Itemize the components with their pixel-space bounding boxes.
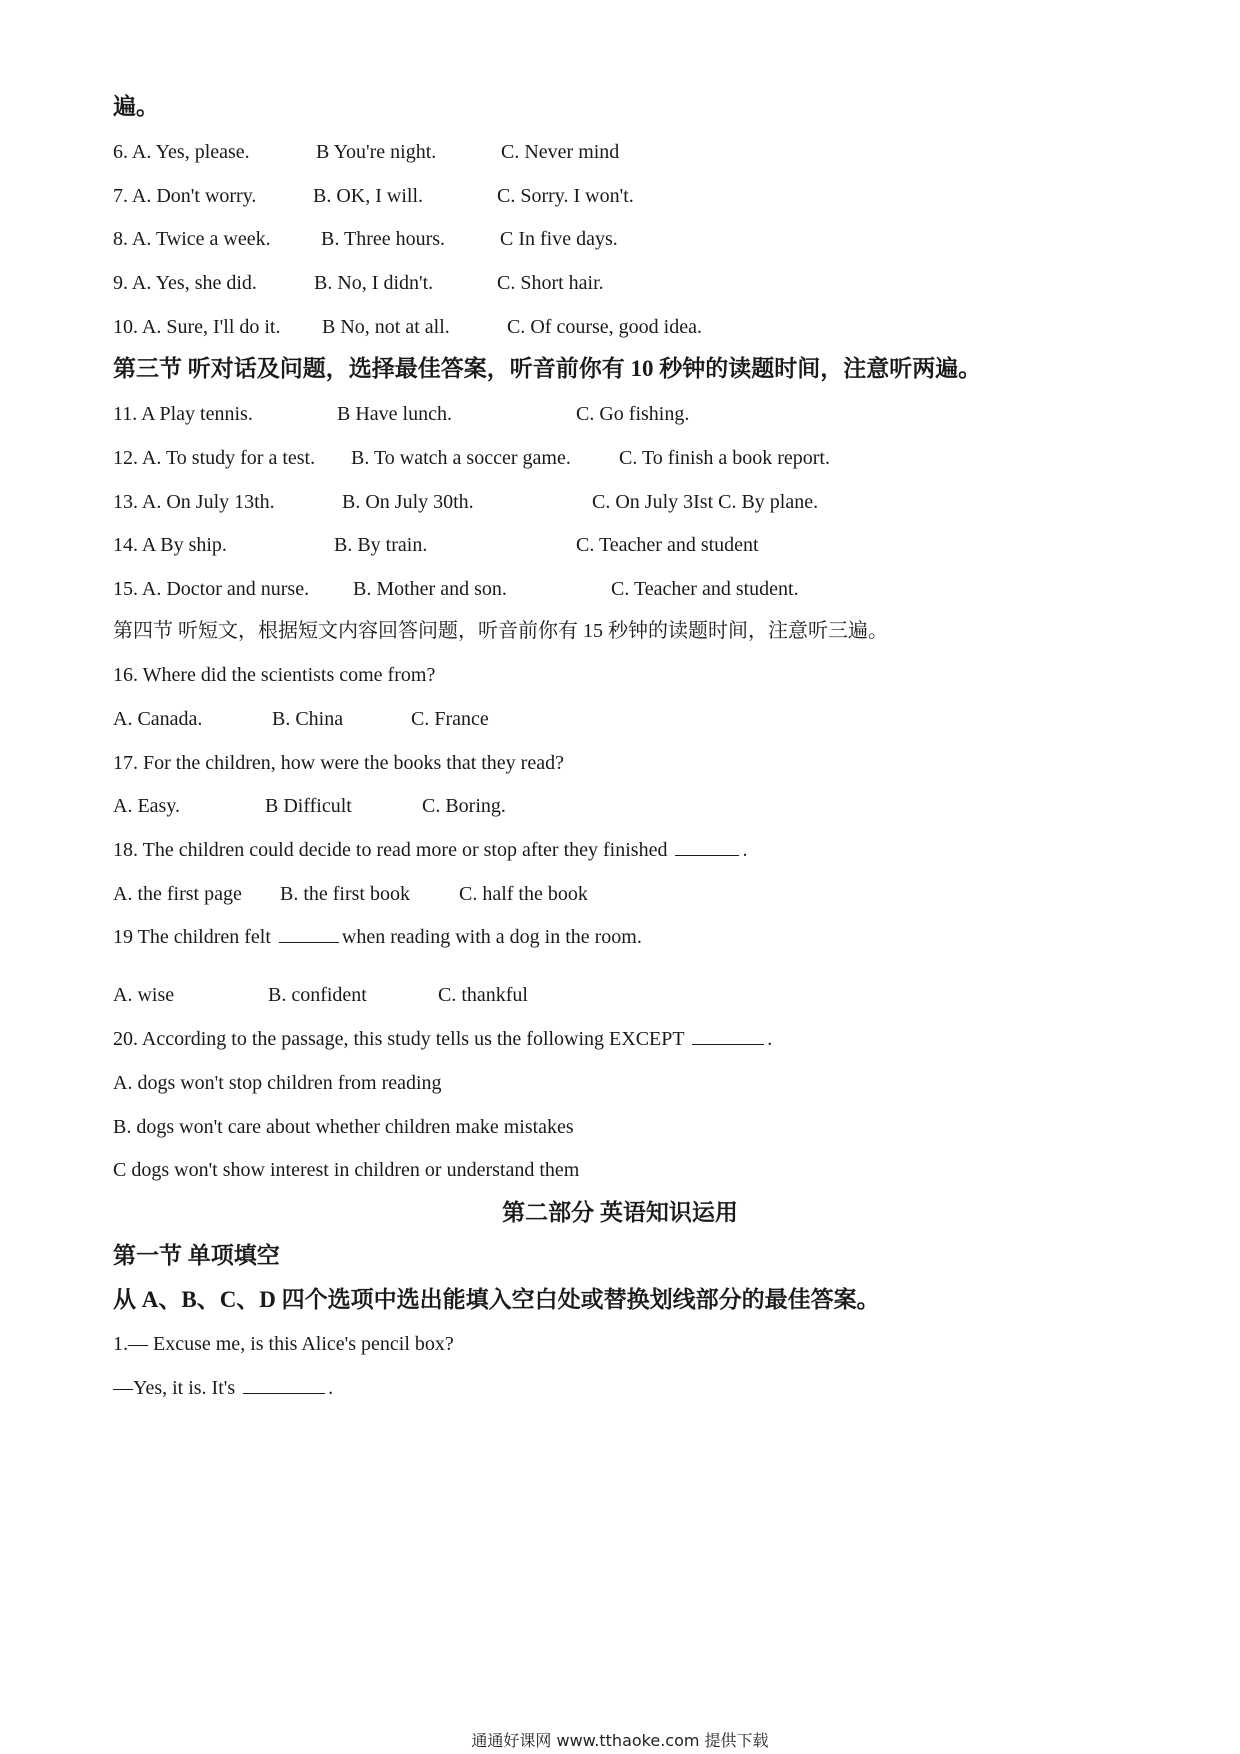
option-a: 6. A. Yes, please. [113,141,250,163]
options-19 [0,982,1240,1008]
option-c: C. thankful [438,984,528,1006]
option-a: A. the first page [113,883,242,905]
option-c: C. Sorry. I won't. [497,185,634,207]
option-a: A. Canada. [113,708,203,730]
question-18-end: . [742,839,748,861]
option-a: 7. A. Don't worry. [113,185,257,207]
option-b: B. OK, I will. [313,185,423,207]
option-b: B. the first book [280,883,410,905]
option-a: 13. A. On July 13th. [113,491,275,513]
section3-heading: 第三节 听对话及问题，选择最佳答案，听音前你有 10 秒钟的读题时间，注意听两遍。 [113,356,982,381]
option-c: C dogs won't show interest in children or understand them [113,1159,580,1181]
option-c: C. To finish a book report. [619,447,830,469]
option-c: C. France [411,708,489,730]
question-row-9 [0,270,1240,296]
mc-answer-1 [113,1375,333,1401]
mc-question-1: 1.— Excuse me, is this Alice's pencil box? [113,1333,454,1355]
option-b: B Difficult [265,795,352,817]
option-b: B. dogs won't care about whether children make mistakes [113,1116,574,1138]
option-c: C. Never mind [501,141,620,163]
option-a: 15. A. Doctor and nurse. [113,578,310,600]
question-18-text: 18. The children could decide to read more or stop after they finished [113,839,668,861]
option-c: C. Go fishing. [576,403,690,425]
option-c: C. Teacher and student. [611,578,799,600]
question-20-text: 20. According to the passage, this study tells us the following EXCEPT [113,1028,685,1050]
part2-section1-heading: 第一节 单项填空 [113,1243,280,1268]
mc-answer-1-text: —Yes, it is. It's [113,1377,236,1399]
answer-blank [243,1375,325,1394]
question-19 [113,924,642,950]
question-18 [113,837,747,863]
question-19-text: 19 The children felt [113,926,271,948]
part2-instruction: 从 A、B、C、D 四个选项中选出能填入空白处或替换划线部分的最佳答案。 [113,1287,880,1312]
question-row-11 [0,401,1240,427]
option-c: C. Teacher and student [576,534,759,556]
question-16: 16. Where did the scientists come from? [113,664,436,686]
answer-blank [692,1026,764,1045]
option-b: B. confident [268,984,367,1006]
question-20 [113,1026,772,1052]
question-19-end: when reading with a dog in the room. [341,926,642,948]
option-b: B. Three hours. [321,228,446,250]
option-c: C. Boring. [422,795,506,817]
option-b: B. On July 30th. [342,491,474,513]
answer-blank [675,837,739,856]
option-b: B. Mother and son. [353,578,507,600]
question-row-13 [0,489,1240,515]
option-b: B. By train. [334,534,428,556]
option-a: 9. A. Yes, she did. [113,272,257,294]
option-a: 8. A. Twice a week. [113,228,271,250]
option-a: 12. A. To study for a test. [113,447,316,469]
options-17 [0,793,1240,819]
option-a: 10. A. Sure, I'll do it. [113,316,281,338]
question-20-end: . [767,1028,773,1050]
option-a: A. wise [113,984,175,1006]
question-row-6 [0,139,1240,165]
option-b: B. To watch a soccer game. [351,447,571,469]
part2-title: 第二部分 英语知识运用 [502,1200,738,1225]
question-row-12 [0,445,1240,471]
option-c: C. half the book [459,883,588,905]
option-b: B. No, I didn't. [314,272,434,294]
question-row-8 [0,226,1240,252]
question-17: 17. For the children, how were the books that they read? [113,752,564,774]
options-18 [0,881,1240,907]
option-c: C In five days. [500,228,618,250]
options-16 [0,706,1240,732]
mc-answer-1-end: . [328,1377,334,1399]
section4-heading: 第四节 听短文，根据短文内容回答问题，听音前你有 15 秒钟的读题时间，注意听三遍。 [113,620,888,642]
option-a: 11. A Play tennis. [113,403,253,425]
option-a: A. dogs won't stop children from reading [113,1072,442,1094]
option-b: B No, not at all. [322,316,450,338]
answer-blank [279,924,339,943]
question-row-10 [0,314,1240,340]
option-a: 14. A By ship. [113,534,227,556]
option-b: B Have lunch. [337,403,452,425]
option-a: A. Easy. [113,795,181,817]
option-b: B You're night. [316,141,437,163]
option-c: C. Of course, good idea. [507,316,702,338]
option-c: C. Short hair. [497,272,604,294]
option-c: C. On July 3Ist C. By plane. [592,491,819,513]
question-row-7 [0,183,1240,209]
top-fragment: 遍。 [113,94,159,119]
page-footer: 通通好课网 www.tthaoke.com 提供下载 [471,1731,769,1750]
option-b: B. China [272,708,344,730]
question-row-15 [0,576,1240,602]
question-row-14 [0,532,1240,558]
